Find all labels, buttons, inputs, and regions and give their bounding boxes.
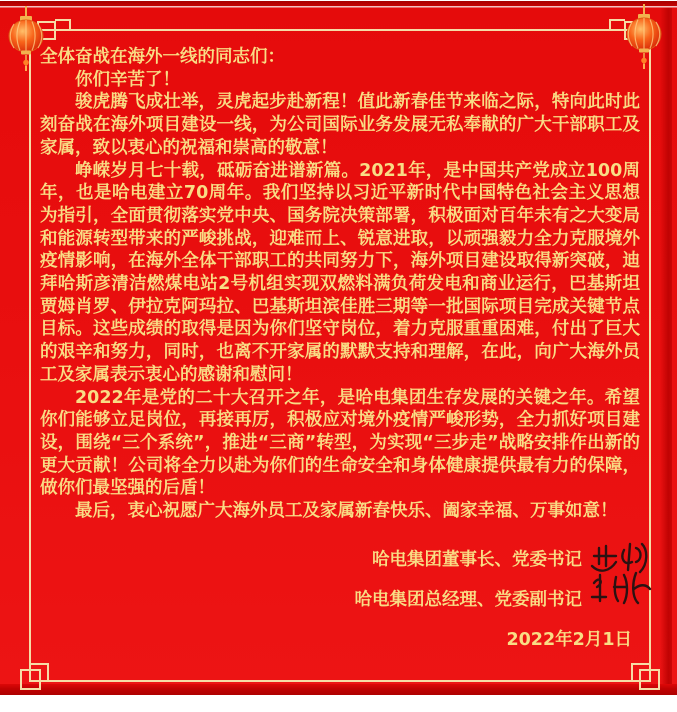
letter-paragraph: 骏虎腾飞成壮举，灵虎起步赴新程！值此新春佳节来临之际，特向此时此刻奋战在海外项目建设一线，为公司国际业务发展无私奉献的广大干部职工及家属，致以衷心的祝福和崇高的敬意！ <box>40 92 640 158</box>
letter-paragraph: 峥嵘岁月七十载，砥砺奋进谱新篇。2021年，是中国共产党成立100周年，也是哈电建立70周年。我们坚持以习近平新时代中国特色社会主义思想为指引，全面贯彻落实党中央、国务院决策部署，积极面对百年未有之大变局和能源转型带来的严峻挑战，迎难而上、锐意进取，以顽强毅力全力克服境外疫情影响，在海外全体干部职工的共同努力下，海外项目建设取得新突破，迪拜哈斯彦清洁燃煤电站2号机组实现双燃料满负荷发电和商业运行，巴基斯坦贾姆肖罗、伊拉克阿玛拉、巴基斯坦滨佳胜三期等一批国际项目完成关键节点目标。这些成绩的取得是因为你们坚守岗位，着力克服重重困难，付出了巨大的艰辛和努力，同时，也离不开家属的默默支持和理解，在此，向广大海外员工及家属表示衷心的感谢和慰问！ <box>40 160 640 385</box>
handwritten-signature-icon <box>588 569 652 613</box>
letter-body <box>40 46 640 523</box>
president-title: 哈电集团总经理、党委副书记 <box>354 589 582 610</box>
letter-paragraph: 最后，衷心祝愿广大海外员工及家属新春快乐、阖家幸福、万事如意！ <box>75 501 618 522</box>
chairman-title: 哈电集团董事长、党委书记 <box>372 549 582 570</box>
president-signature-row <box>330 578 652 618</box>
letter-greeting: 你们辛苦了！ <box>75 69 180 90</box>
letter-date: 2022年2月1日 <box>506 630 632 650</box>
letter-paragraph: 2022年是党的二十大召开之年，是哈电集团生存发展的关键之年。希望你们能够立足岗位，再接再厉，积极应对境外疫情严峻形势，全力抓好项目建设，围绕“三个系统”，推进“三商”转型，为实现“三步走”战略安排作出新的更大贡献！公司将全力以赴为你们的生命安全和身体健康提供最有力的保障，做你们最坚强的后盾！ <box>40 387 640 499</box>
letter-salutation: 全体奋战在海外一线的同志们： <box>40 47 285 67</box>
signature-block <box>330 538 652 650</box>
